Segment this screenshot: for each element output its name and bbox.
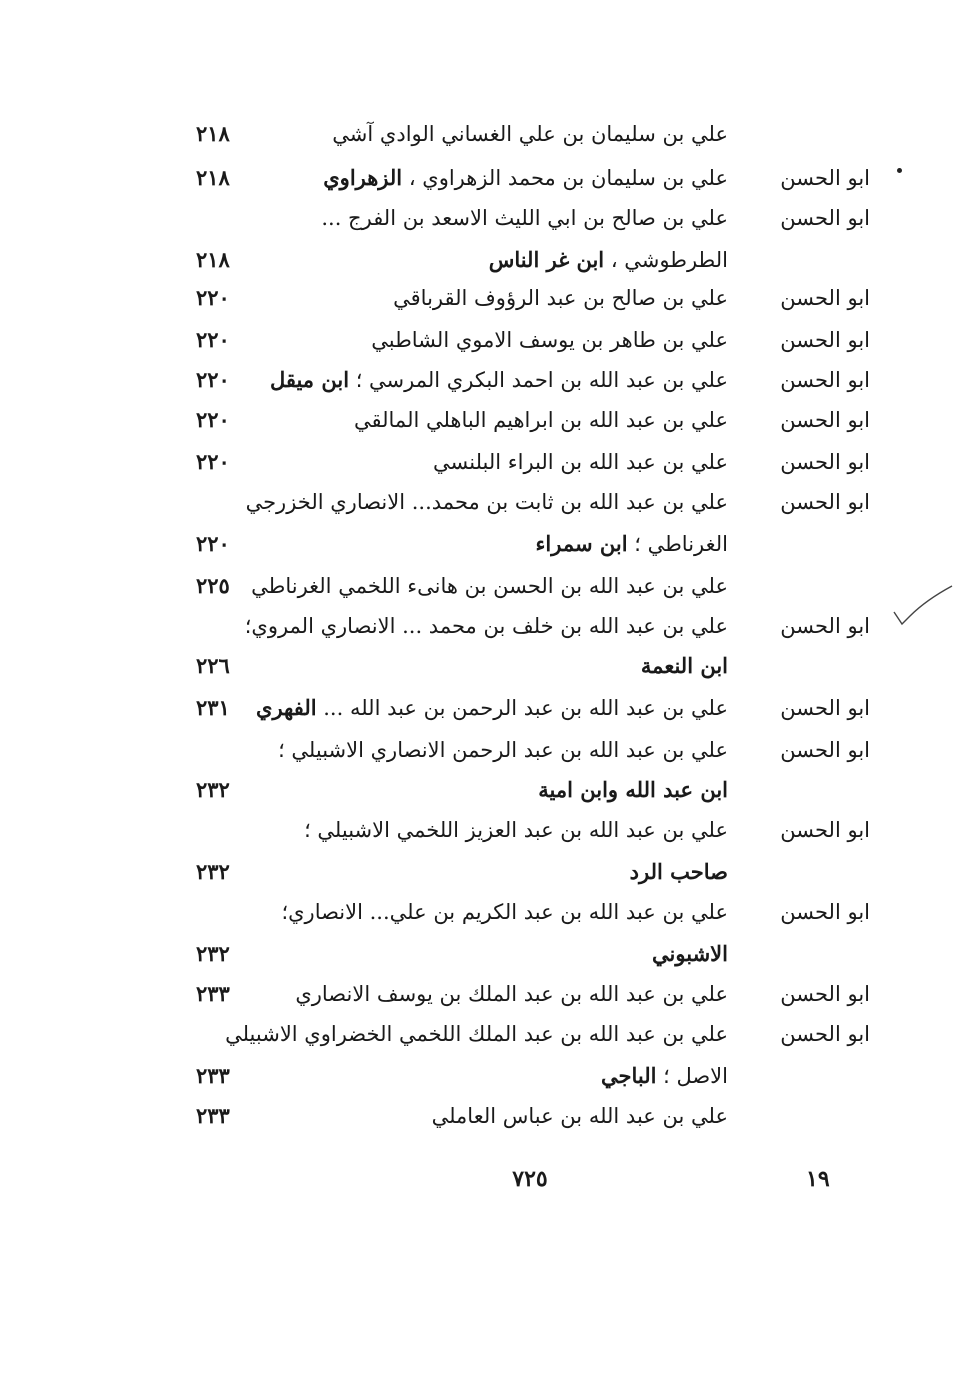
index-entry bbox=[0, 734, 956, 774]
index-entry bbox=[0, 162, 956, 202]
index-entry bbox=[0, 282, 956, 322]
entry-page-number: ٢٣٢ bbox=[196, 941, 230, 966]
entry-page-number: ٢٢٠ bbox=[196, 367, 230, 392]
entry-name-text: علي بن سليمان بن علي الغساني الوادي آشي bbox=[332, 122, 728, 146]
entry-name bbox=[433, 446, 728, 478]
index-entry bbox=[0, 570, 956, 610]
index-entry bbox=[0, 364, 956, 404]
entry-name-bold: ابن ميقل bbox=[269, 367, 350, 392]
entry-name-text: علي بن عبد الله بن الحسن بن هانىء اللخمي الغرناطي bbox=[251, 574, 728, 598]
entry-name bbox=[251, 570, 728, 602]
entry-name bbox=[295, 978, 728, 1010]
entry-kunya: ابو الحسن bbox=[780, 408, 870, 432]
entry-page-number: ٢١٨ bbox=[196, 247, 230, 272]
entry-name-text: الاصل ؛ bbox=[656, 1064, 728, 1088]
entry-name-text: علي بن عبد الله بن ابراهيم الباهلي المالقي bbox=[354, 408, 728, 432]
entry-page-number: ٢٣٣ bbox=[196, 1103, 230, 1128]
index-entry bbox=[0, 244, 956, 284]
index-entry bbox=[0, 324, 956, 364]
entry-kunya: ابو الحسن bbox=[780, 328, 870, 352]
entry-name bbox=[630, 856, 728, 888]
entry-name bbox=[538, 774, 728, 806]
index-entry bbox=[0, 486, 956, 526]
entry-page-number: ٢٢٥ bbox=[196, 573, 230, 598]
entry-name-text: علي بن عبد الله بن عباس العاملي bbox=[431, 1104, 728, 1128]
entry-name-text: علي بن عبد الله بن عبد الملك اللخمي الخضراوي الاشبيلي bbox=[225, 1022, 728, 1046]
entry-name-bold: ابن النعمة bbox=[640, 653, 728, 678]
entry-kunya: ابو الحسن bbox=[780, 286, 870, 310]
entry-name-text: علي بن عبد الله بن احمد البكري المرسي ؛ bbox=[349, 368, 728, 392]
entry-name-text: علي بن سليمان بن محمد الزهراوي ، bbox=[402, 166, 728, 190]
index-entry bbox=[0, 978, 956, 1018]
entry-name-text: الطرطوشي ، bbox=[604, 248, 728, 272]
entry-name-bold: الاشبوني bbox=[652, 941, 728, 966]
index-entry bbox=[0, 896, 956, 936]
entry-name-text: علي بن صالح بن ابي الليث الاسعد بن الفرج ... bbox=[321, 206, 728, 230]
entry-name bbox=[245, 610, 728, 642]
entry-kunya: ابو الحسن bbox=[780, 166, 870, 190]
index-entry bbox=[0, 692, 956, 732]
index-entry bbox=[0, 202, 956, 242]
entry-kunya: ابو الحسن bbox=[780, 696, 870, 720]
entry-name bbox=[281, 896, 728, 928]
entry-kunya: ابو الحسن bbox=[780, 614, 870, 638]
entry-name bbox=[489, 244, 728, 276]
entry-name-text: علي بن عبد الله بن عبد العزيز اللخمي الاشبيلي ؛ bbox=[304, 818, 728, 842]
index-entry bbox=[0, 1060, 956, 1100]
entry-name-text: الغرناطي ؛ bbox=[627, 532, 728, 556]
entry-name-text: علي بن عبد الله بن عبد الكريم بن علي... الانصاري؛ bbox=[281, 900, 728, 924]
entry-name-text: علي بن صالح بن عبد الرؤوف القرباقي bbox=[393, 286, 728, 310]
entry-name-text: علي بن عبد الله بن عبد الملك بن يوسف الانصاري bbox=[295, 982, 728, 1006]
entry-name bbox=[536, 528, 728, 560]
entry-page-number: ٢٢٠ bbox=[196, 531, 230, 556]
index-entry bbox=[0, 404, 956, 444]
entry-page-number: ٢٣٢ bbox=[196, 777, 230, 802]
entry-name-bold: الباجي bbox=[600, 1063, 657, 1088]
entry-name-text: علي بن عبد الله بن ثابت بن محمد... الانصاري الخزرجي bbox=[245, 490, 728, 514]
entry-page-number: ٢٢٦ bbox=[196, 653, 230, 678]
entry-name bbox=[256, 692, 728, 724]
entry-kunya: ابو الحسن bbox=[780, 1022, 870, 1046]
index-entry bbox=[0, 650, 956, 690]
entry-kunya: ابو الحسن bbox=[780, 450, 870, 474]
entry-name-bold: ابن سمراء bbox=[535, 531, 628, 556]
entry-kunya: ابو الحسن bbox=[780, 982, 870, 1006]
entry-name bbox=[371, 324, 728, 356]
entry-page-number: ٢٣٢ bbox=[196, 859, 230, 884]
entry-name bbox=[393, 282, 728, 314]
index-entry bbox=[0, 938, 956, 978]
entry-name bbox=[652, 938, 728, 970]
index-entry bbox=[0, 610, 956, 650]
entry-name bbox=[246, 486, 728, 518]
entry-kunya: ابو الحسن bbox=[780, 206, 870, 230]
entry-name bbox=[225, 1018, 728, 1050]
index-entry bbox=[0, 446, 956, 486]
entry-name bbox=[432, 1100, 728, 1132]
entry-page-number: ٢٢٠ bbox=[196, 285, 230, 310]
entry-name bbox=[323, 162, 728, 194]
entry-name bbox=[601, 1060, 728, 1092]
entry-page-number: ٢٢٠ bbox=[196, 407, 230, 432]
entry-name bbox=[278, 734, 728, 766]
entry-kunya: ابو الحسن bbox=[780, 490, 870, 514]
entry-name bbox=[270, 364, 728, 396]
entry-page-number: ٢٢٠ bbox=[196, 327, 230, 352]
entry-page-number: ٢٣٣ bbox=[196, 981, 230, 1006]
index-entry bbox=[0, 856, 956, 896]
index-entry bbox=[0, 528, 956, 568]
entry-page-number: ٢٣٣ bbox=[196, 1063, 230, 1088]
entry-name-text: علي بن عبد الله بن خلف بن محمد ... الانصاري المروي؛ bbox=[244, 614, 728, 638]
entry-name bbox=[304, 814, 728, 846]
entry-name bbox=[641, 650, 728, 682]
entry-name bbox=[354, 404, 728, 436]
entry-page-number: ٢٢٠ bbox=[196, 449, 230, 474]
entry-kunya: ابو الحسن bbox=[780, 818, 870, 842]
entry-kunya: ابو الحسن bbox=[780, 900, 870, 924]
page-number: ٧٢٥ bbox=[512, 1166, 548, 1192]
entry-name-bold: الفهري bbox=[256, 695, 317, 720]
index-entry bbox=[0, 774, 956, 814]
entry-name-bold: ابن غر الناس bbox=[488, 247, 605, 272]
entry-name bbox=[321, 202, 728, 234]
entry-name-text: علي بن عبد الله بن عبد الرحمن بن عبد الله ... bbox=[316, 696, 728, 720]
index-entry bbox=[0, 1018, 956, 1058]
entry-name-bold: ابن عبد الله وابن امية bbox=[538, 777, 728, 802]
entry-page-number: ٢٣١ bbox=[196, 695, 230, 720]
entry-name-bold: الزهراوي bbox=[323, 165, 403, 190]
index-entry bbox=[0, 814, 956, 854]
entry-page-number: ٢١٨ bbox=[196, 165, 230, 190]
index-entry bbox=[0, 1100, 956, 1140]
entry-name-text: علي بن طاهر بن يوسف الاموي الشاطبي bbox=[371, 328, 728, 352]
entry-kunya: ابو الحسن bbox=[780, 368, 870, 392]
entry-name-text: علي بن عبد الله بن البراء البلنسي bbox=[433, 450, 728, 474]
index-entry bbox=[0, 118, 956, 158]
entry-name-bold: صاحب الرد bbox=[629, 859, 728, 884]
entry-page-number: ٢١٨ bbox=[196, 121, 230, 146]
entry-kunya: ابو الحسن bbox=[780, 738, 870, 762]
entry-name-text: علي بن عبد الله بن عبد الرحمن الانصاري الاشبيلي ؛ bbox=[278, 738, 728, 762]
entry-name bbox=[332, 118, 728, 150]
signature-mark: ١٩ bbox=[806, 1166, 830, 1192]
